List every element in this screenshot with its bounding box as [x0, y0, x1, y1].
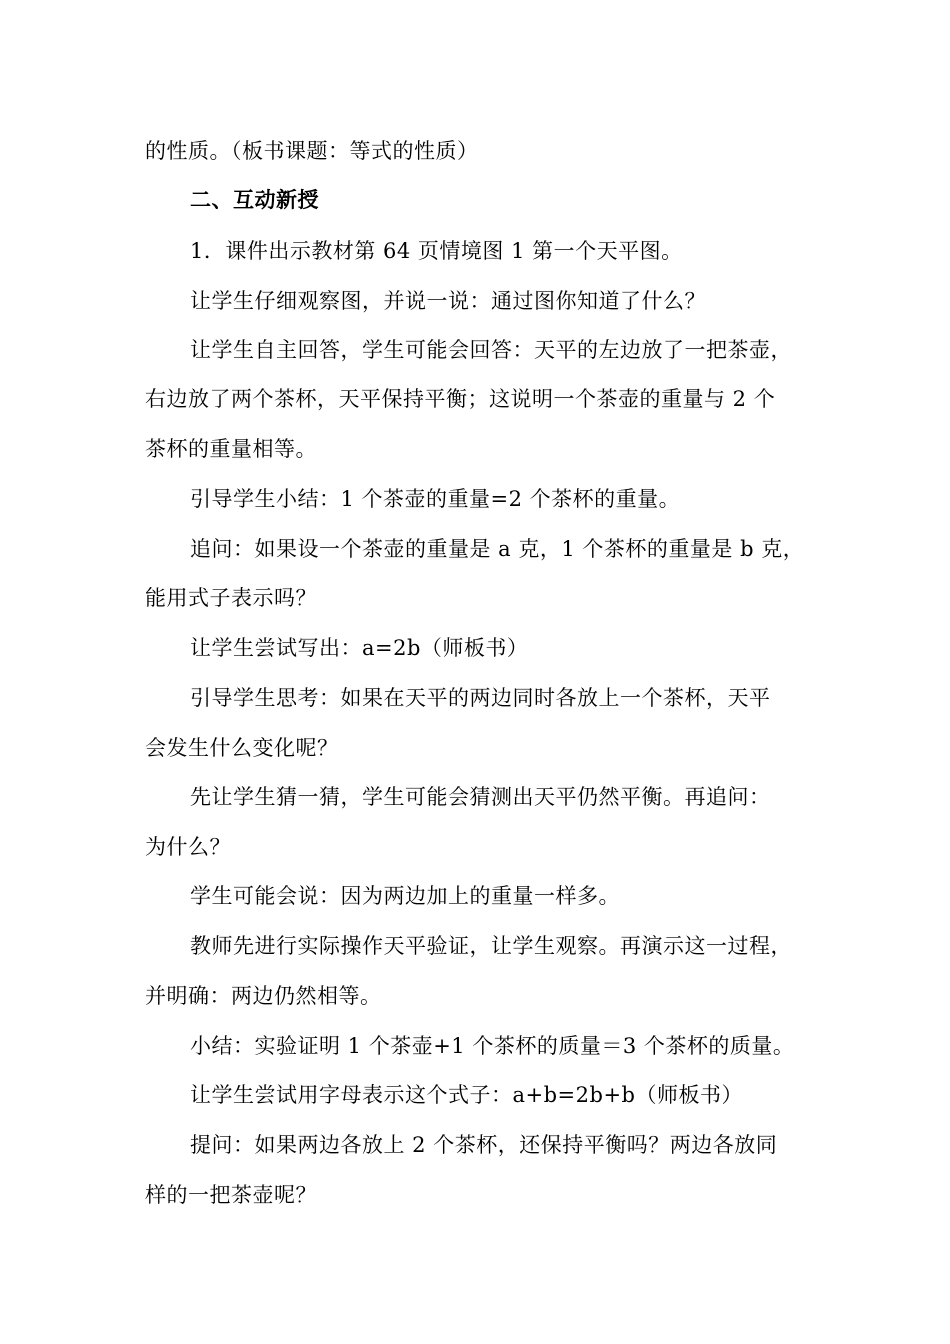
text-line: 提问：如果两边各放上 2 个茶杯，还保持平衡吗？两边各放同 — [190, 1133, 778, 1157]
text-line-step-1: 1．课件出示教材第 64 页情境图 1 第一个天平图。 — [190, 239, 683, 263]
text-line: 追问：如果设一个茶壶的重量是 a 克，1 个茶杯的重量是 b 克， — [190, 537, 805, 561]
text-line: 小结：实验证明 1 个茶壶+1 个茶杯的质量＝3 个茶杯的质量。 — [190, 1034, 795, 1058]
text-line: 让学生尝试写出：a=2b（师板书） — [190, 636, 529, 660]
section-heading: 二、互动新授 — [190, 187, 319, 212]
text-line: 样的一把茶壶呢？ — [145, 1183, 317, 1207]
text-line: 让学生仔细观察图，并说一说：通过图你知道了什么？ — [190, 289, 706, 313]
text-line: 引导学生小结：1 个茶壶的重量=2 个茶杯的重量。 — [190, 487, 681, 511]
text-line: 引导学生思考：如果在天平的两边同时各放上一个茶杯，天平 — [190, 686, 771, 710]
text-line: 右边放了两个茶杯，天平保持平衡；这说明一个茶壶的重量与 2 个 — [145, 387, 776, 411]
text-line-continuation: 的性质。（板书课题：等式的性质） — [145, 139, 479, 163]
text-line: 学生可能会说：因为两边加上的重量一样多。 — [190, 884, 620, 908]
text-line: 能用式子表示吗？ — [145, 586, 317, 610]
text-line: 会发生什么变化呢？ — [145, 736, 339, 760]
text-line: 让学生自主回答，学生可能会回答：天平的左边放了一把茶壶， — [190, 338, 792, 362]
text-line: 让学生尝试用字母表示这个式子：a+b=2b+b（师板书） — [190, 1083, 743, 1107]
text-line: 并明确：两边仍然相等。 — [145, 984, 382, 1008]
text-line: 教师先进行实际操作天平验证，让学生观察。再演示这一过程， — [190, 934, 792, 958]
text-line: 为什么？ — [145, 835, 231, 859]
text-line: 先让学生猜一猜，学生可能会猜测出天平仍然平衡。再追问： — [190, 785, 771, 809]
text-line: 茶杯的重量相等。 — [145, 437, 317, 461]
